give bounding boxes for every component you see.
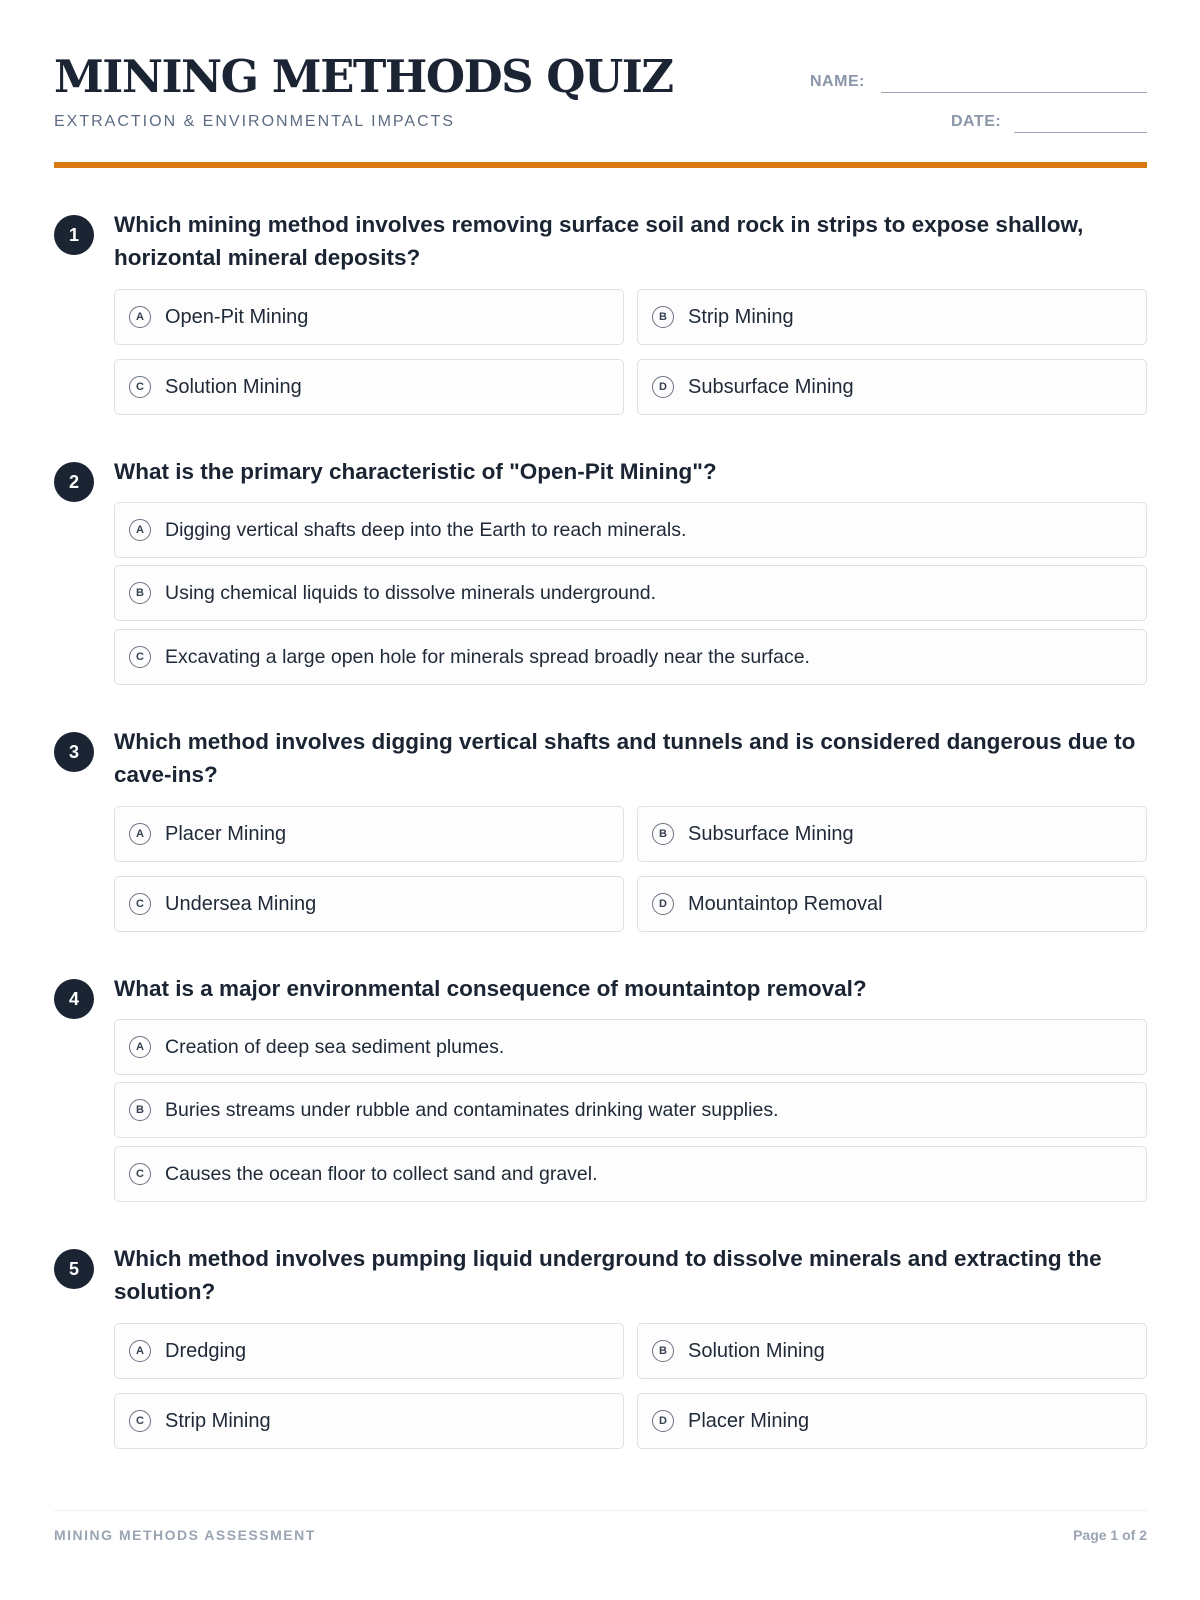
header-divider <box>54 162 1147 168</box>
option-text: Undersea Mining <box>165 892 317 915</box>
question-text: What is a major environmental consequence of mountaintop removal? <box>114 976 867 1001</box>
option-c[interactable] <box>114 876 624 932</box>
option-c[interactable] <box>114 629 1147 685</box>
option-letter: C <box>129 1410 151 1432</box>
option-a[interactable] <box>114 1323 624 1379</box>
option-letter: D <box>652 1410 674 1432</box>
question-text: Which method involves pumping liquid underground to dissolve minerals and extracting the solution? <box>114 1246 1102 1304</box>
option-text: Creation of deep sea sediment plumes. <box>165 1035 505 1058</box>
option-d[interactable] <box>637 876 1147 932</box>
quiz-header <box>54 48 1147 168</box>
option-a[interactable] <box>114 1019 1147 1075</box>
option-letter: C <box>129 376 151 398</box>
option-letter: A <box>129 306 151 328</box>
option-letter: B <box>652 823 674 845</box>
question-number-badge: 4 <box>54 979 94 1019</box>
option-c[interactable] <box>114 359 624 415</box>
option-d[interactable] <box>637 1393 1147 1449</box>
option-letter: D <box>652 376 674 398</box>
option-text: Strip Mining <box>688 305 794 328</box>
option-text: Placer Mining <box>688 1409 810 1432</box>
option-b[interactable] <box>114 565 1147 621</box>
option-letter: A <box>129 1036 151 1058</box>
date-field[interactable] <box>1014 132 1147 133</box>
option-a[interactable] <box>114 289 624 345</box>
question-number-badge: 3 <box>54 732 94 772</box>
option-text: Excavating a large open hole for minerals spread broadly near the surface. <box>165 645 810 668</box>
option-text: Solution Mining <box>165 375 302 398</box>
page-number: Page 1 of 2 <box>1073 1527 1147 1543</box>
option-letter: C <box>129 646 151 668</box>
option-b[interactable] <box>637 1323 1147 1379</box>
page-subtitle: EXTRACTION & ENVIRONMENTAL IMPACTS <box>54 113 456 130</box>
question-text: What is the primary characteristic of "Open-Pit Mining"? <box>114 459 717 484</box>
option-c[interactable] <box>114 1146 1147 1202</box>
option-a[interactable] <box>114 806 624 862</box>
option-a[interactable] <box>114 502 1147 558</box>
option-c[interactable] <box>114 1393 624 1449</box>
option-text: Using chemical liquids to dissolve minerals underground. <box>165 581 656 604</box>
option-text: Mountaintop Removal <box>688 892 883 915</box>
option-letter: B <box>652 1340 674 1362</box>
option-letter: C <box>129 893 151 915</box>
name-label: NAME: <box>810 73 865 90</box>
option-letter: A <box>129 823 151 845</box>
page-title: MINING METHODS QUIZ <box>54 50 673 103</box>
question-number-badge: 2 <box>54 462 94 502</box>
option-d[interactable] <box>637 359 1147 415</box>
option-b[interactable] <box>637 806 1147 862</box>
footer-divider <box>54 1510 1147 1511</box>
quiz-page <box>54 0 1147 1600</box>
footer-title: MINING METHODS ASSESSMENT <box>54 1527 316 1543</box>
option-letter: C <box>129 1163 151 1185</box>
question-number-badge: 1 <box>54 215 94 255</box>
option-text: Buries streams under rubble and contaminates drinking water supplies. <box>165 1098 779 1121</box>
option-letter: A <box>129 1340 151 1362</box>
option-text: Strip Mining <box>165 1409 271 1432</box>
option-text: Causes the ocean floor to collect sand and gravel. <box>165 1162 598 1185</box>
name-field[interactable] <box>881 92 1147 93</box>
question-number-badge: 5 <box>54 1249 94 1289</box>
option-text: Open-Pit Mining <box>165 305 309 328</box>
option-text: Solution Mining <box>688 1339 825 1362</box>
option-text: Placer Mining <box>165 822 287 845</box>
option-letter: D <box>652 893 674 915</box>
option-letter: B <box>129 582 151 604</box>
option-text: Subsurface Mining <box>688 822 854 845</box>
option-letter: B <box>652 306 674 328</box>
option-text: Dredging <box>165 1339 247 1362</box>
question-text: Which method involves digging vertical shafts and tunnels and is considered dangerous due to cave-ins? <box>114 729 1136 787</box>
option-text: Digging vertical shafts deep into the Earth to reach minerals. <box>165 518 687 541</box>
option-letter: A <box>129 519 151 541</box>
option-b[interactable] <box>637 289 1147 345</box>
option-letter: B <box>129 1099 151 1121</box>
date-label: DATE: <box>951 113 1002 130</box>
option-b[interactable] <box>114 1082 1147 1138</box>
question-text: Which mining method involves removing surface soil and rock in strips to expose shallow, horizontal mineral deposits? <box>114 212 1084 270</box>
option-text: Subsurface Mining <box>688 375 854 398</box>
